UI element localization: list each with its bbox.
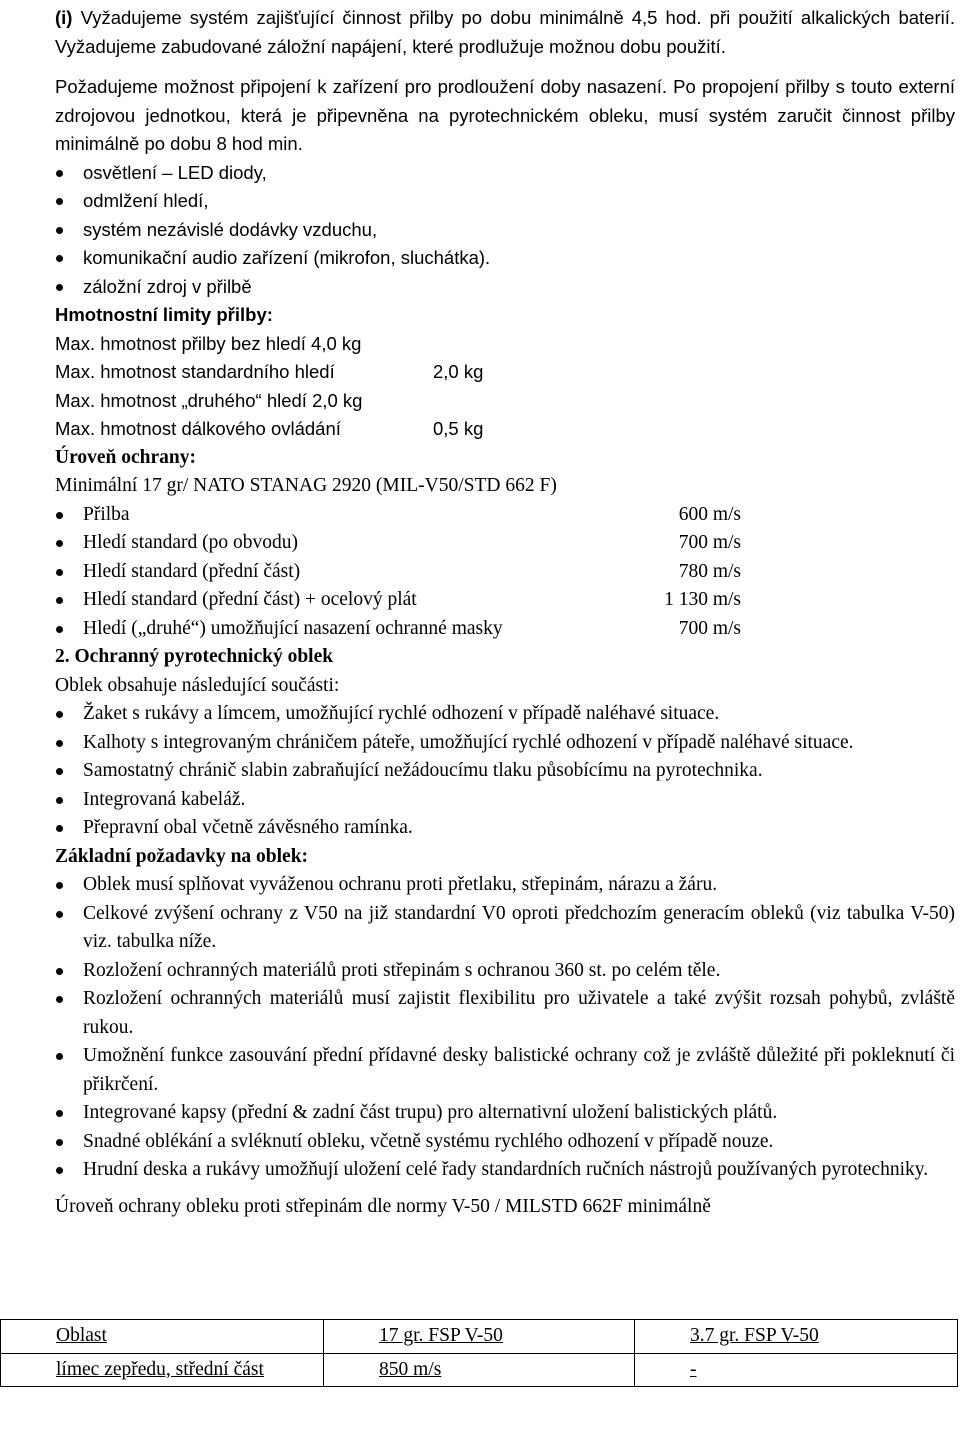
table-header-cell: 3.7 gr. FSP V-50	[635, 1320, 958, 1354]
list-item: Celkové zvýšení ochrany z V50 na již standardní V0 oproti předchozím generacím obleků (viz tabulka V-50) viz. tabulka níže.	[55, 900, 955, 957]
list-item: systém nezávislé dodávky vzduchu,	[55, 216, 955, 245]
list-item: odmlžení hledí,	[55, 187, 955, 216]
protection-subtitle: Minimální 17 gr/ NATO STANAG 2920 (MIL-V50/STD 662 F)	[55, 475, 557, 496]
mass-row: Max. hmotnost standardního hledí 2,0 kg	[55, 361, 484, 382]
list-item: Hrudní deska a rukávy umožňují uložení celé řady standardních ručních nástrojů používaných pyrotechniky.	[55, 1156, 955, 1185]
list-item: Rozložení ochranných materiálů musí zajistit flexibilitu pro uživatele a také zvýšit rozsah pohybů, zvláště rukou.	[55, 985, 955, 1042]
list-item: Hledí standard (přední část) + ocelový plát 1 130 m/s	[55, 586, 955, 615]
list-item: Hledí standard (přední část) 780 m/s	[55, 558, 955, 587]
mass-row: Max. hmotnost dálkového ovládání 0,5 kg	[55, 418, 484, 439]
list-item: Samostatný chránič slabin zabraňující nežádoucímu tlaku působícímu na pyrotechnika.	[55, 757, 955, 786]
list-item: Umožnění funkce zasouvání přední přídavné desky balistické ochrany což je zvláště důležité při pokleknutí či přikrčení.	[55, 1042, 955, 1099]
table-header-cell: Oblast	[1, 1320, 324, 1354]
intro-paragraph-1	[55, 4, 955, 61]
suit-parts-list	[55, 700, 955, 843]
list-item: Kalhoty s integrovaným chráničem páteře, umožňující rychlé odhození v případě naléhavé situace.	[55, 729, 955, 758]
list-item: záložní zdroj v přilbě	[55, 273, 955, 302]
suit-requirements-heading: Základní požadavky na oblek:	[55, 845, 309, 867]
table-cell: -	[635, 1353, 958, 1387]
list-item: Hledí standard (po obvodu) 700 m/s	[55, 529, 955, 558]
list-item: Přepravní obal včetně závěsného ramínka.	[55, 814, 955, 843]
protection-heading: Úroveň ochrany:	[55, 446, 197, 468]
mass-row: Max. hmotnost přilby bez hledí 4,0 kg	[55, 332, 362, 354]
mass-row: Max. hmotnost „druhého“ hledí 2,0 kg	[55, 389, 363, 411]
mass-limits-list	[55, 330, 955, 444]
table-header-row	[1, 1320, 958, 1354]
list-item: Žaket s rukávy a límcem, umožňující rychlé odhození v případě naléhavé situace.	[55, 700, 955, 729]
list-item: Integrovaná kabeláž.	[55, 786, 955, 815]
list-item: Integrované kapsy (přední & zadní část trupu) pro alternativní uložení balistických plátů.	[55, 1099, 955, 1128]
table-cell: 850 m/s	[324, 1353, 635, 1387]
list-item: osvětlení – LED diody,	[55, 159, 955, 188]
table-header-cell: 17 gr. FSP V-50	[324, 1320, 635, 1354]
intro-text: Vyžadujeme systém zajišťující činnost přilby po dobu minimálně 4,5 hod. při použití alkalických baterií. Vyžadujeme zabudované záložní napájení, které prodlužuje možnou dobu použití.	[55, 7, 955, 57]
table-cell: límec zepředu, střední část	[1, 1353, 324, 1387]
helmet-features-list	[55, 159, 955, 302]
list-item: Rozložení ochranných materiálů proti střepinám s ochranou 360 st. po celém těle.	[55, 957, 955, 986]
list-item: Snadné oblékání a svléknutí obleku, včetně systému rychlého odhození v případě nouze.	[55, 1128, 955, 1157]
suit-intro: Oblek obsahuje následující součásti:	[55, 674, 340, 696]
list-item: Přilba 600 m/s	[55, 501, 955, 530]
intro-label: (i)	[55, 7, 73, 28]
table-row	[1, 1353, 958, 1387]
protection-table	[0, 1319, 958, 1387]
intro-paragraph-2: Požadujeme možnost připojení k zařízení pro prodloužení doby nasazení. Po propojení přilby s touto externí zdrojovou jednotkou, která je připevněna na pyrotechnickém obleku, musí systém zaručit činnost přilby minimálně po dobu 8 hod min.	[55, 76, 955, 154]
suit-requirements-list	[55, 871, 955, 1185]
document-page	[55, 4, 955, 1221]
suit-heading: 2. Ochranný pyrotechnický oblek	[55, 646, 334, 667]
list-item: komunikační audio zařízení (mikrofon, sluchátka).	[55, 244, 955, 273]
protection-list	[55, 501, 955, 644]
table-caption: Úroveň ochrany obleku proti střepinám dle normy V-50 / MILSTD 662F minimálně	[55, 1195, 711, 1217]
list-item: Hledí („druhé“) umožňující nasazení ochranné masky 700 m/s	[55, 615, 955, 644]
mass-limits-heading: Hmotnostní limity přilby:	[55, 304, 273, 325]
list-item: Oblek musí splňovat vyváženou ochranu proti přetlaku, střepinám, nárazu a žáru.	[55, 871, 955, 900]
